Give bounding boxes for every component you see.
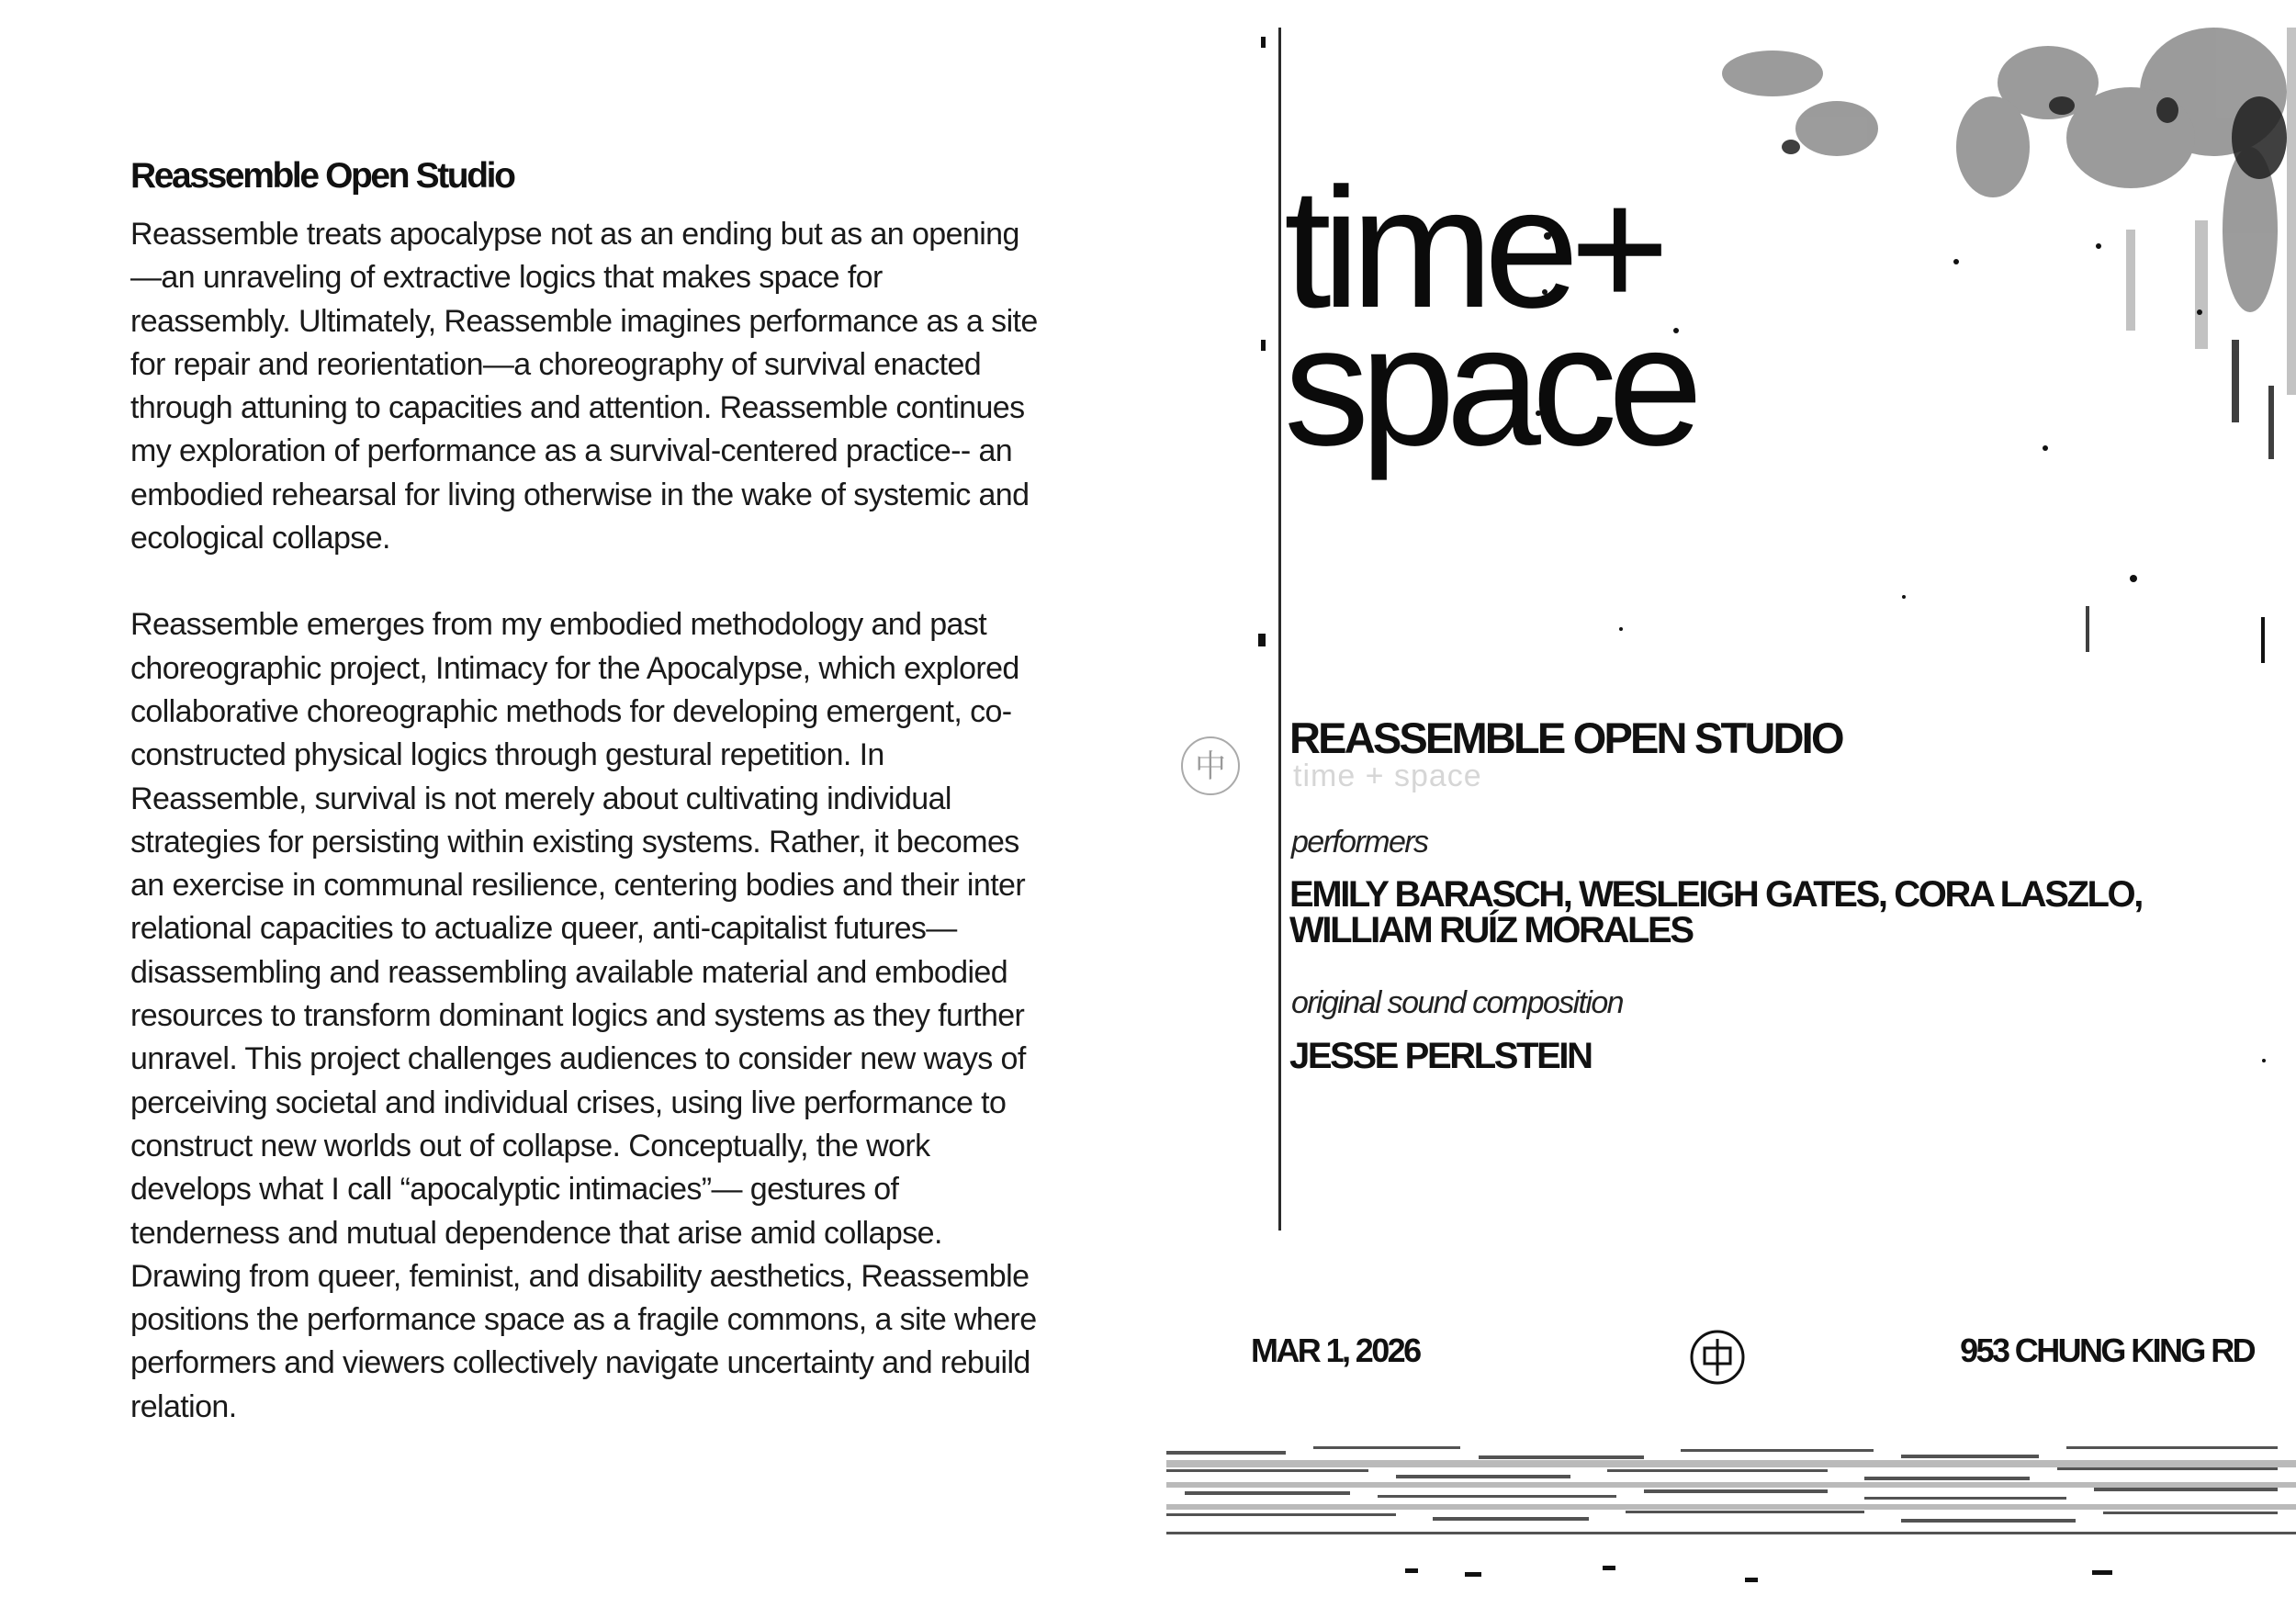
sound-artist: JESSE PERLSTEIN bbox=[1289, 1036, 1592, 1076]
logo-icon bbox=[1688, 1328, 1747, 1387]
logo-seal-icon bbox=[1179, 735, 1242, 797]
poster-title bbox=[1284, 153, 1694, 481]
description-paragraph-1: Reassemble treats apocalypse not as an ending but as an opening—an unraveling of extractive logics that makes space for reassembly. Ultimately, Reassemble imagines performance as a site for repair and reorientation—a choreography of survival enacted through attuning to capacities and attention. Reassemble continues my exploration of performance as a survival-centered practice-- an embodied rehearsal for living otherwise in the wake of systemic and ecological collapse. bbox=[130, 217, 1038, 556]
event-title: REASSEMBLE OPEN STUDIO bbox=[1289, 714, 1842, 762]
performers-label: performers bbox=[1291, 825, 1428, 860]
event-address: 953 CHUNG KING RD bbox=[1960, 1332, 2254, 1369]
title-line-1: time+ bbox=[1284, 153, 1661, 343]
event-date: MAR 1, 2026 bbox=[1251, 1332, 1420, 1369]
performers-names: EMILY BARASCH, WESLEIGH GATES, CORA LASZLO, WILLIAM RUÍZ MORALES bbox=[1289, 874, 2142, 950]
description-heading: Reassemble Open Studio bbox=[130, 156, 514, 196]
svg-text:中: 中 bbox=[1195, 748, 1226, 785]
poster bbox=[1166, 0, 2296, 1607]
ghost-subtitle: time + space bbox=[1293, 759, 1482, 793]
description-column bbox=[130, 156, 1040, 1429]
vertical-rule bbox=[1278, 28, 1281, 1231]
sound-label: original sound composition bbox=[1291, 985, 1623, 1020]
title-line-2: space bbox=[1284, 291, 1694, 481]
description-paragraph-2: Reassemble emerges from my embodied methodology and past choreographic project, Intimacy for the Apocalypse, which explored collaborative choreographic methods for developing emergent, co-constructed physical logics through gestural repetition. In Reassemble, survival is not merely about cultivating individual strategies for persisting within existing systems. Rather, it becomes an exercise in communal resilience, centering bodies and their inter relational capacities to actualize queer, anti-capitalist futures—disassembling and reassembling available material and embodied resources to transform dominant logics and systems as they further unravel. This project challenges audiences to consider new ways of perceiving societal and individual crises, using live performance to construct new worlds out of collapse. Conceptually, the work develops what I call “apocalyptic intimacies”— gestures of tenderness and mutual dependence that arise amid collapse. Drawing from queer, feminist, and disability aesthetics, Reassemble positions the performance space as a fragile commons, a site where performers and viewers collectively navigate uncertainty and rebuild relation. bbox=[130, 607, 1037, 1424]
